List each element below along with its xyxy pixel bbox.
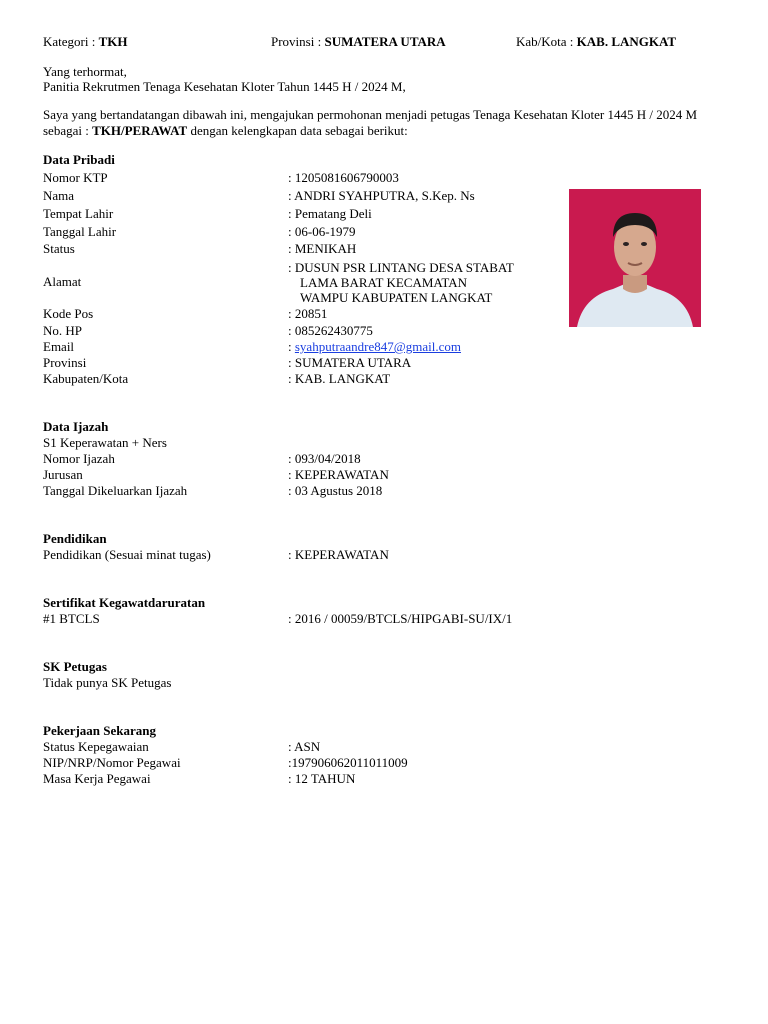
row-label: Kode Pos (43, 306, 94, 321)
row-nama (43, 188, 603, 205)
kabkota-label: Kab/Kota : (516, 34, 574, 49)
kabkota-value: KAB. LANGKAT (576, 34, 677, 49)
row-label: Pendidikan (Sesuai minat tugas) (43, 547, 211, 562)
row-label: Status Kepegawaian (43, 739, 149, 754)
row-label: Tanggal Dikeluarkan Ijazah (43, 483, 188, 498)
row-value: : 2016 / 00059/BTCLS/HIPGABI-SU/IX/1 (288, 611, 513, 626)
row-label: Tempat Lahir (43, 206, 114, 221)
row-value: : Pematang Deli (288, 206, 372, 221)
row-kabupaten-kota (43, 371, 603, 388)
row-value: : 20851 (288, 306, 328, 321)
row-label: Jurusan (43, 467, 83, 482)
alamat-line-1: : DUSUN PSR LINTANG DESA STABAT (288, 260, 514, 275)
row-value: : MENIKAH (288, 241, 357, 256)
alamat-value (288, 260, 514, 305)
row-value: : 093/04/2018 (288, 451, 361, 466)
row-value: : ASN (288, 739, 321, 754)
profile-photo (569, 189, 701, 327)
row-label: Provinsi (43, 355, 87, 370)
email-link[interactable]: syahputraandre847@gmail.com (294, 339, 461, 354)
row-no-hp (43, 323, 603, 340)
kabkota-field (516, 34, 676, 50)
row-label: #1 BTCLS (43, 611, 100, 626)
person-silhouette-icon (569, 189, 701, 327)
provinsi-value: SUMATERA UTARA (324, 34, 446, 49)
row-label: Nomor Ijazah (43, 451, 115, 466)
row-value (288, 339, 461, 355)
intro-text-2: dengan kelengkapan data sebagai berikut: (187, 123, 408, 138)
row-value: : KAB. LANGKAT (288, 371, 391, 386)
intro-role: TKH/PERAWAT (92, 123, 188, 138)
row-email (43, 339, 603, 356)
row-value: : KEPERAWATAN (288, 547, 389, 562)
row-value: : 06-06-1979 (288, 224, 356, 239)
row-value: : SUMATERA UTARA (288, 355, 412, 370)
row-value: :197906062011011009 (288, 755, 408, 770)
row-value: : 085262430775 (288, 323, 373, 338)
row-tanggal-lahir (43, 224, 603, 241)
provinsi-field (271, 34, 446, 50)
row-kode-pos (43, 306, 603, 323)
alamat-line-3: WAMPU KABUPATEN LANGKAT (300, 290, 493, 305)
kategori-label: Kategori : (43, 34, 96, 49)
row-value: : KEPERAWATAN (288, 467, 389, 482)
row-label: Status (43, 241, 75, 256)
section-title-sertifikat: Sertifikat Kegawatdaruratan (43, 595, 206, 610)
row-value: : ANDRI SYAHPUTRA, S.Kep. Ns (288, 188, 475, 203)
sk-text: Tidak punya SK Petugas (43, 675, 172, 690)
section-title-pendidikan: Pendidikan (43, 531, 107, 546)
row-status-kepegawaian (43, 739, 603, 756)
row-sertifikat (43, 611, 603, 628)
row-label: Kabupaten/Kota (43, 371, 129, 386)
row-value: : 1205081606790003 (288, 170, 399, 185)
greeting-line-1: Yang terhormat, (43, 64, 127, 79)
kategori-value: TKH (98, 34, 128, 49)
kategori-field (43, 34, 128, 50)
row-tempat-lahir (43, 206, 603, 223)
ijazah-level: S1 Keperawatan + Ners (43, 435, 167, 450)
row-value: : 12 TAHUN (288, 771, 356, 786)
row-label: No. HP (43, 323, 83, 338)
row-label: Nomor KTP (43, 170, 108, 185)
section-title-data-pribadi: Data Pribadi (43, 152, 115, 167)
intro-paragraph (43, 107, 723, 139)
row-label: Nama (43, 188, 75, 203)
alamat-line-2: LAMA BARAT KECAMATAN (300, 275, 468, 290)
greeting-line-2: Panitia Rekrutmen Tenaga Kesehatan Kloter Tahun 1445 H / 2024 M, (43, 79, 406, 94)
intro-text-1: Saya yang bertandatangan dibawah ini, mengajukan permohonan menjadi petugas Tenaga Kesehatan Kloter 1445 H / 2024 M sebagai : (43, 107, 698, 138)
row-nomor-ktp (43, 170, 603, 187)
email-prefix: : (288, 339, 295, 354)
row-label: NIP/NRP/Nomor Pegawai (43, 755, 181, 770)
provinsi-label: Provinsi : (271, 34, 322, 49)
row-masa-kerja (43, 771, 603, 788)
row-jurusan (43, 467, 603, 484)
alamat-label: Alamat (43, 274, 82, 289)
row-nomor-ijazah (43, 451, 603, 468)
row-label: Email (43, 339, 75, 354)
row-value: : 03 Agustus 2018 (288, 483, 383, 498)
row-label: Masa Kerja Pegawai (43, 771, 151, 786)
row-nip (43, 755, 603, 772)
row-status (43, 241, 603, 258)
section-title-sk-petugas: SK Petugas (43, 659, 107, 674)
section-title-pekerjaan: Pekerjaan Sekarang (43, 723, 157, 738)
row-pendidikan (43, 547, 603, 564)
row-tanggal-ijazah (43, 483, 603, 500)
section-title-data-ijazah: Data Ijazah (43, 419, 109, 434)
row-label: Tanggal Lahir (43, 224, 117, 239)
row-provinsi (43, 355, 603, 372)
